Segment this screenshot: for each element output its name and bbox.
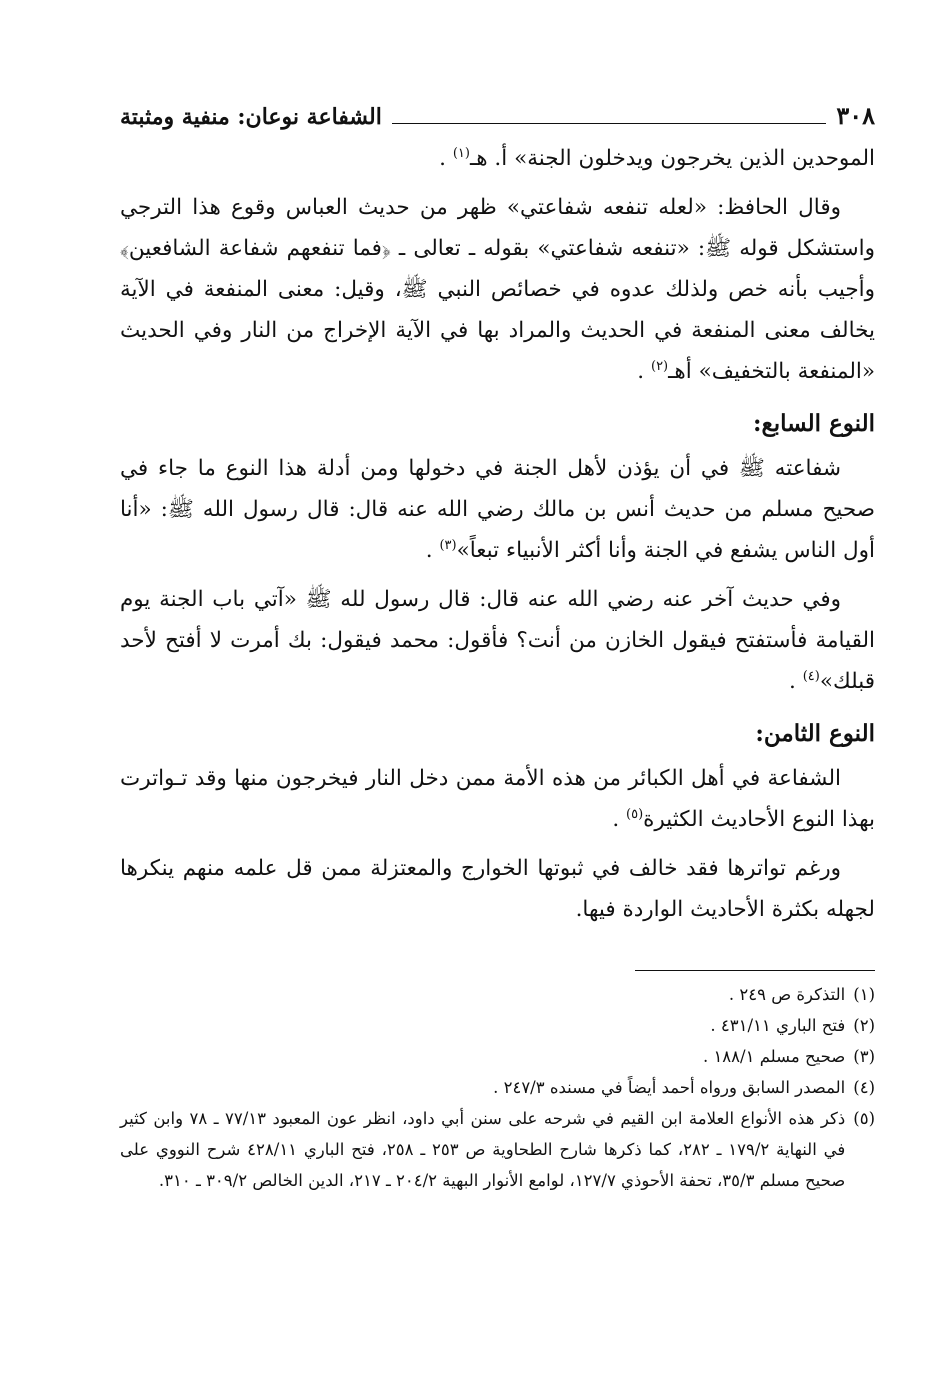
paragraph-end: . [439, 146, 446, 171]
footnote-text: صحيح مسلم ١٨٨/١ . [702, 1047, 846, 1066]
footnote-ref: (٤) [802, 668, 820, 684]
footnote-separator [635, 970, 875, 971]
book-page [120, 100, 875, 1196]
paragraph-end: . [612, 807, 620, 832]
footnote [120, 979, 875, 1010]
footnote [120, 1103, 875, 1196]
paragraph-end: . [425, 538, 433, 563]
paragraph-end: . [637, 359, 645, 384]
page-header [120, 100, 875, 130]
paragraph-text: وفي حديث آخر عنه رضي الله عنه قال: قال رسول لله ﷺ «آتي باب الجنة يوم القيامة فأستفتح فيقول الخازن من أنت؟ فأقول: محمد فيقول: بك أمرت لا أفتح لأحد قبلك» [120, 587, 875, 694]
paragraph-3 [120, 448, 875, 571]
footnote-ref: (٥) [626, 806, 644, 822]
paragraph-text: الشفاعة في أهل الكبائر من هذه الأمة ممن دخل النار فيخرجون منها وقد تـواترت بهذا النوع الأحاديث الكثيرة [120, 766, 875, 832]
footnote-ref: (٢) [650, 358, 669, 374]
footnote [120, 1041, 875, 1072]
footnote-text: ذكر هذه الأنواع العلامة ابن القيم في شرحه على سنن أبي داود، انظر عون المعبود ٧٧/١٣ ـ ٧٨ وابن كثير في النهاية ١٧٩/٢ ـ ٢٨٢، كما ذكرها شارح الطحاوية ص ٢٥٣ ـ ٢٥٨، فتح الباري ٤٢٨/١١ شرح النووي على صحيح مسلم ٣٥/٣، تحفة الأحوذي ١٢٧/٧، لوامع الأنوار البهية ٢٠٤/٢ ـ ٢١٧، الدين الخالص ٣٠٩/٢ ـ ٣١٠. [120, 1109, 846, 1190]
footnote-number: (١) [853, 985, 875, 1004]
paragraph-2 [120, 187, 875, 392]
footnote [120, 1072, 875, 1103]
footnote-ref: (١) [452, 145, 470, 161]
footnote-text: التذكرة ص ٢٤٩ . [728, 985, 846, 1004]
footnote-number: (٢) [853, 1016, 875, 1035]
paragraph-text: وقال الحافظ: «لعله تنفعه شفاعتي» ظهر من حديث العباس وقوع هذا الترجي واستشكل قوله ﷺ: «تنفعه شفاعتي» بقوله ـ تعالى ـ ﴿فما تنفعهم شفاعة الشافعين﴾ وأجيب بأنه خص ولذلك عدوه في خصائص النبي ﷺ، وقيل: معنى المنفعة في الآية يخالف معنى المنفعة في الحديث والمراد بها في الآية الإخراج من النار وفي الحديث «المنفعة بالتخفيف» أهـ [120, 195, 875, 384]
footnote-text: المصدر السابق ورواه أحمد أيضاً في مسنده ٢٤٧/٣ . [493, 1078, 846, 1097]
footnotes [120, 979, 875, 1196]
paragraph-text: شفاعته ﷺ في أن يؤذن لأهل الجنة في دخولها ومن أدلة هذا النوع ما جاء في صحيح مسلم من حديث أنس بن مالك رضي الله عنه قال: قال رسول الله ﷺ: «أنا أول الناس يشفع في الجنة وأنا أكثر الأنبياء تبعاً» [120, 456, 875, 563]
paragraph-1 [120, 138, 875, 179]
footnote-ref: (٣) [439, 537, 457, 553]
main-text [120, 138, 875, 930]
paragraph-5 [120, 758, 875, 840]
paragraph-end: . [789, 669, 796, 694]
footnote [120, 1010, 875, 1041]
footnote-text: فتح الباري ٤٣١/١١ . [710, 1016, 846, 1035]
paragraph-6: ورغم تواترها فقد خالف في ثبوتها الخوارج والمعتزلة ممن قل علمه منهم ينكرها لجهله بكثرة الأحاديث الواردة فيها. [120, 856, 875, 922]
page-number: ٣٠٨ [836, 101, 875, 130]
paragraph-4 [120, 579, 875, 702]
footnote-number: (٣) [853, 1047, 875, 1066]
paragraph-text: الموحدين الذين يخرجون ويدخلون الجنة» أ. هـ [469, 146, 875, 171]
header-rule [392, 123, 826, 124]
footnote-number: (٤) [853, 1078, 875, 1097]
footnote-number: (٥) [853, 1109, 875, 1128]
section-heading-seventh: النوع السابع: [752, 410, 875, 437]
running-title: الشفاعة نوعان: منفية ومثبتة [120, 104, 382, 130]
section-heading-eighth: النوع الثامن: [755, 720, 875, 747]
